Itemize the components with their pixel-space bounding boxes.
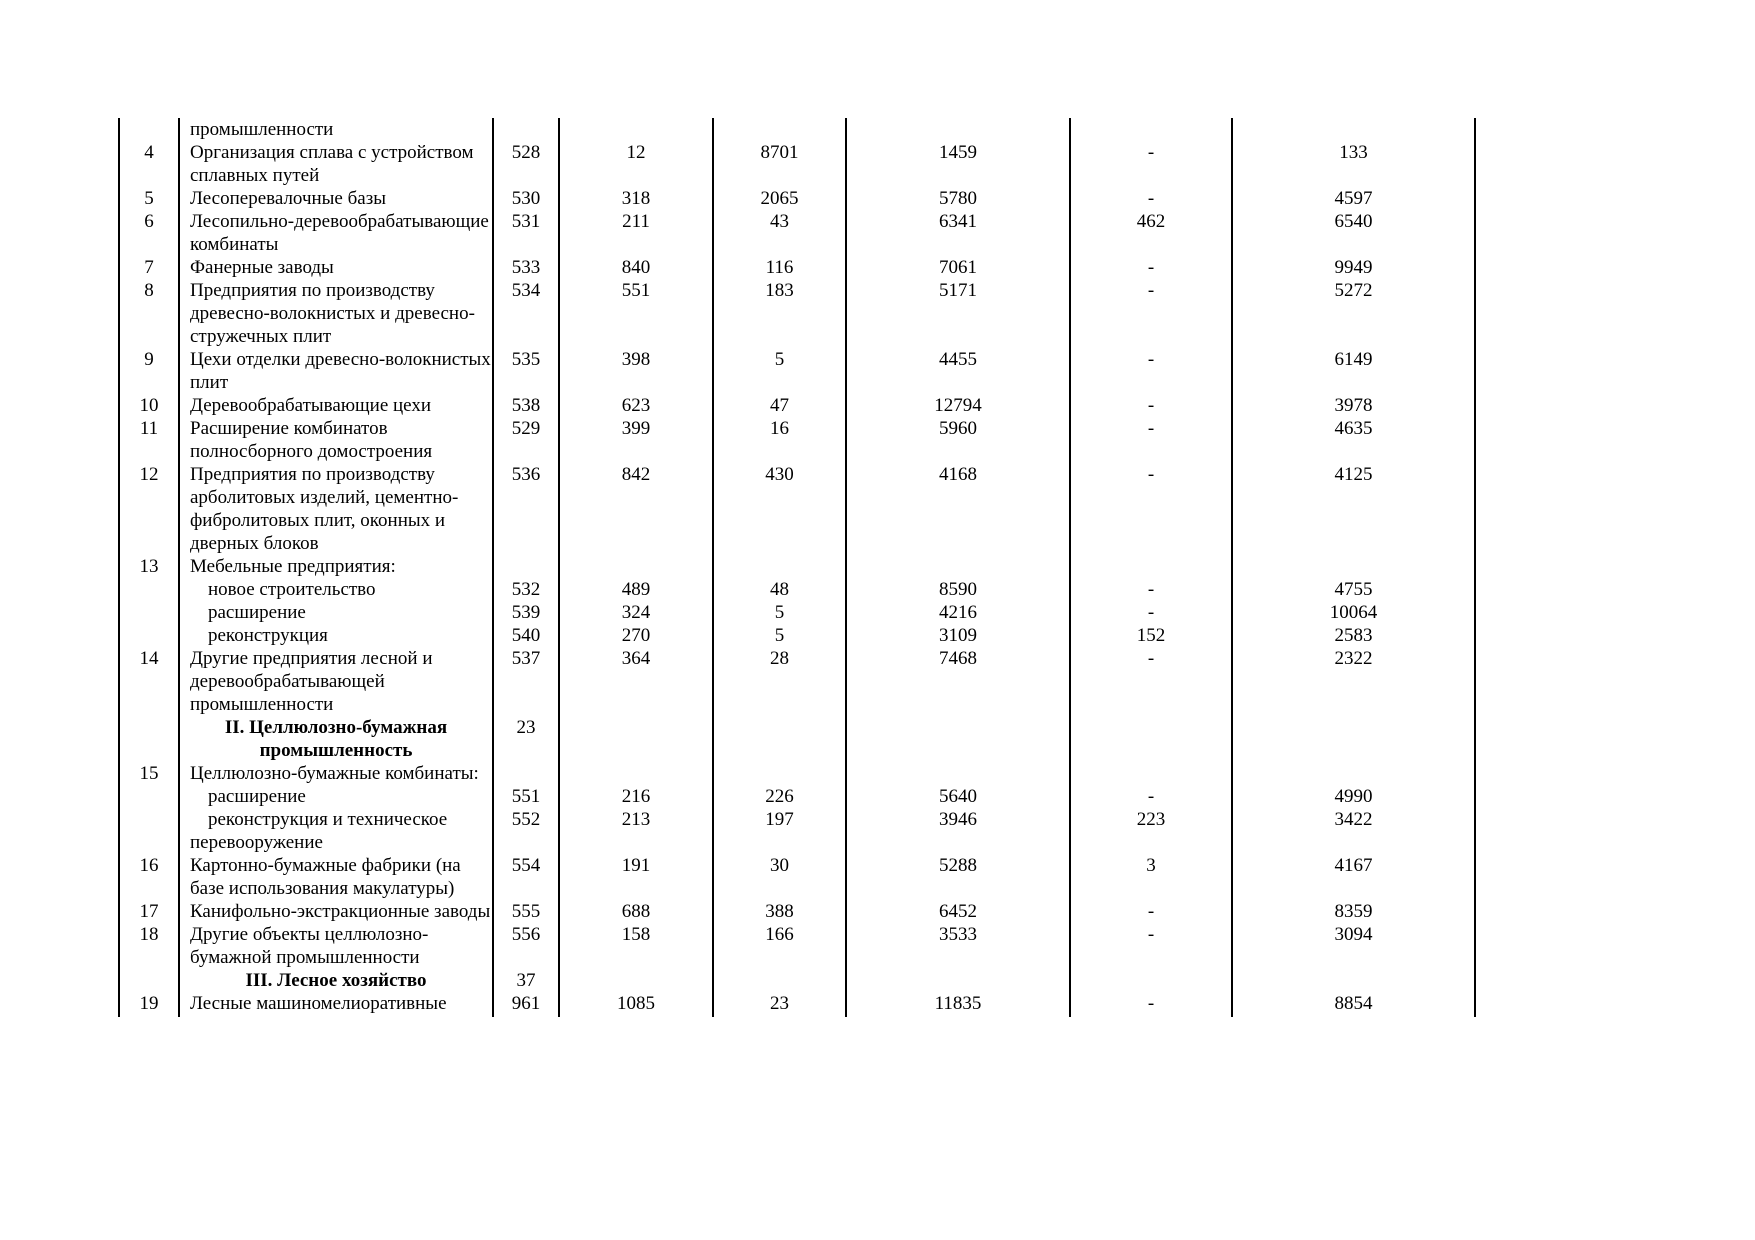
row-col-6: -	[1070, 785, 1232, 808]
row-col-3: 191	[559, 854, 713, 900]
row-code: 552	[493, 808, 559, 831]
table-row	[119, 118, 1475, 141]
row-col-3	[559, 969, 713, 992]
row-code: 538	[493, 394, 559, 417]
row-name: Лесоперевалочные базы	[179, 187, 493, 210]
row-code	[493, 831, 559, 854]
row-col-6	[1070, 118, 1232, 141]
row-col-5: 5171	[846, 279, 1070, 348]
row-col-4: 47	[713, 394, 846, 417]
row-col-5: 6341	[846, 210, 1070, 256]
row-col-5: 11835	[846, 992, 1070, 1017]
row-col-5	[846, 555, 1070, 578]
row-col-7: 8854	[1232, 992, 1475, 1017]
row-col-4: 43	[713, 210, 846, 256]
row-col-4	[713, 831, 846, 854]
row-col-5: 3533	[846, 923, 1070, 969]
row-col-6	[1070, 969, 1232, 992]
row-col-5	[846, 831, 1070, 854]
row-col-3	[559, 716, 713, 762]
row-number	[119, 831, 179, 854]
table-row	[119, 900, 1475, 923]
table-body	[119, 118, 1475, 1017]
row-number	[119, 785, 179, 808]
row-col-6: 3	[1070, 854, 1232, 900]
row-col-7: 4755	[1232, 578, 1475, 601]
row-col-5: 6452	[846, 900, 1070, 923]
row-col-5: 1459	[846, 141, 1070, 187]
row-col-5: 5288	[846, 854, 1070, 900]
row-col-4: 197	[713, 808, 846, 831]
table-row	[119, 417, 1475, 463]
table-row	[119, 923, 1475, 969]
row-name: Другие предприятия лесной и деревообрабатывающей промышленности	[179, 647, 493, 716]
table-row	[119, 279, 1475, 348]
row-name: перевооружение	[179, 831, 493, 854]
row-number: 15	[119, 762, 179, 785]
row-col-5	[846, 716, 1070, 762]
row-col-6	[1070, 716, 1232, 762]
row-name: расширение	[179, 785, 493, 808]
row-col-6: -	[1070, 141, 1232, 187]
table-row	[119, 256, 1475, 279]
data-table-page	[118, 118, 1474, 1017]
row-col-7: 4635	[1232, 417, 1475, 463]
table-row	[119, 785, 1475, 808]
row-col-7: 2322	[1232, 647, 1475, 716]
row-col-7: 10064	[1232, 601, 1475, 624]
row-col-6: -	[1070, 348, 1232, 394]
row-number	[119, 578, 179, 601]
row-code: 528	[493, 141, 559, 187]
row-col-4: 166	[713, 923, 846, 969]
row-name: реконструкция и техническое	[179, 808, 493, 831]
row-col-4: 5	[713, 348, 846, 394]
row-name: Расширение комбинатов полносборного домостроения	[179, 417, 493, 463]
row-col-5: 5640	[846, 785, 1070, 808]
table-row	[119, 601, 1475, 624]
table-row	[119, 762, 1475, 785]
row-col-7	[1232, 762, 1475, 785]
row-code: 539	[493, 601, 559, 624]
row-col-3	[559, 762, 713, 785]
row-name: Предприятия по производству арболитовых изделий, цементно-фибролитовых плит, оконных и дверных блоков	[179, 463, 493, 555]
row-col-6: 462	[1070, 210, 1232, 256]
row-col-7: 3094	[1232, 923, 1475, 969]
row-number: 5	[119, 187, 179, 210]
table-row	[119, 555, 1475, 578]
table-row	[119, 141, 1475, 187]
row-col-4: 5	[713, 601, 846, 624]
row-col-6: -	[1070, 578, 1232, 601]
row-col-6: -	[1070, 463, 1232, 555]
row-col-5	[846, 118, 1070, 141]
row-number	[119, 969, 179, 992]
row-col-6: -	[1070, 187, 1232, 210]
row-col-6	[1070, 762, 1232, 785]
row-code: 529	[493, 417, 559, 463]
row-col-7: 9949	[1232, 256, 1475, 279]
row-number: 4	[119, 141, 179, 187]
row-code: 535	[493, 348, 559, 394]
row-col-5: 4455	[846, 348, 1070, 394]
table-row	[119, 808, 1475, 831]
row-col-6: -	[1070, 256, 1232, 279]
row-number: 16	[119, 854, 179, 900]
row-name: Канифольно-экстракционные заводы	[179, 900, 493, 923]
row-col-3: 688	[559, 900, 713, 923]
row-number: 17	[119, 900, 179, 923]
row-col-4	[713, 555, 846, 578]
row-col-3: 12	[559, 141, 713, 187]
row-col-4: 5	[713, 624, 846, 647]
row-col-6: -	[1070, 394, 1232, 417]
row-col-4	[713, 716, 846, 762]
row-name: Предприятия по производству древесно-волокнистых и древесно-стружечных плит	[179, 279, 493, 348]
row-col-6: -	[1070, 923, 1232, 969]
row-col-4: 2065	[713, 187, 846, 210]
row-number: 9	[119, 348, 179, 394]
row-number	[119, 118, 179, 141]
row-col-7: 8359	[1232, 900, 1475, 923]
row-col-5	[846, 969, 1070, 992]
row-col-3: 158	[559, 923, 713, 969]
row-code: 531	[493, 210, 559, 256]
row-col-6	[1070, 831, 1232, 854]
row-col-3: 213	[559, 808, 713, 831]
row-number: 12	[119, 463, 179, 555]
row-code: 536	[493, 463, 559, 555]
row-col-3: 399	[559, 417, 713, 463]
data-table	[118, 118, 1476, 1017]
row-col-7	[1232, 969, 1475, 992]
row-col-4: 30	[713, 854, 846, 900]
row-col-7: 6149	[1232, 348, 1475, 394]
row-number: 13	[119, 555, 179, 578]
table-row	[119, 463, 1475, 555]
row-code: 533	[493, 256, 559, 279]
row-col-3	[559, 831, 713, 854]
table-row	[119, 624, 1475, 647]
row-col-3: 270	[559, 624, 713, 647]
row-col-5: 8590	[846, 578, 1070, 601]
row-col-3	[559, 118, 713, 141]
row-col-4: 226	[713, 785, 846, 808]
row-code: 530	[493, 187, 559, 210]
row-col-7	[1232, 555, 1475, 578]
row-col-3: 324	[559, 601, 713, 624]
row-col-3: 489	[559, 578, 713, 601]
row-col-3: 211	[559, 210, 713, 256]
row-col-7: 4125	[1232, 463, 1475, 555]
row-col-5	[846, 762, 1070, 785]
row-col-5: 4168	[846, 463, 1070, 555]
row-name: расширение	[179, 601, 493, 624]
row-name: промышленности	[179, 118, 493, 141]
row-code: 556	[493, 923, 559, 969]
row-col-4: 116	[713, 256, 846, 279]
row-name: реконструкция	[179, 624, 493, 647]
row-col-4: 183	[713, 279, 846, 348]
row-name: Фанерные заводы	[179, 256, 493, 279]
row-col-3: 364	[559, 647, 713, 716]
row-col-6: -	[1070, 417, 1232, 463]
row-col-4	[713, 969, 846, 992]
row-col-6: 223	[1070, 808, 1232, 831]
row-number: 7	[119, 256, 179, 279]
table-row	[119, 992, 1475, 1017]
row-code: 23	[493, 716, 559, 762]
row-col-6: 152	[1070, 624, 1232, 647]
row-name: новое строительство	[179, 578, 493, 601]
row-col-6: -	[1070, 279, 1232, 348]
table-row	[119, 210, 1475, 256]
table-row	[119, 578, 1475, 601]
row-code	[493, 555, 559, 578]
row-col-3: 842	[559, 463, 713, 555]
table-row	[119, 647, 1475, 716]
section-header-row	[119, 969, 1475, 992]
row-number	[119, 624, 179, 647]
row-name: Деревообрабатывающие цехи	[179, 394, 493, 417]
row-code: 532	[493, 578, 559, 601]
row-col-4: 28	[713, 647, 846, 716]
row-col-3: 840	[559, 256, 713, 279]
row-col-3	[559, 555, 713, 578]
table-row	[119, 187, 1475, 210]
row-code: 534	[493, 279, 559, 348]
row-number	[119, 716, 179, 762]
row-code	[493, 118, 559, 141]
row-number: 10	[119, 394, 179, 417]
row-col-6: -	[1070, 900, 1232, 923]
row-col-6: -	[1070, 601, 1232, 624]
row-number: 8	[119, 279, 179, 348]
row-code: 540	[493, 624, 559, 647]
table-row	[119, 831, 1475, 854]
row-col-5: 12794	[846, 394, 1070, 417]
row-col-3: 623	[559, 394, 713, 417]
row-col-7: 2583	[1232, 624, 1475, 647]
row-col-7	[1232, 831, 1475, 854]
row-col-5: 7061	[846, 256, 1070, 279]
row-col-7: 5272	[1232, 279, 1475, 348]
row-number	[119, 808, 179, 831]
row-col-4	[713, 762, 846, 785]
row-col-5: 5960	[846, 417, 1070, 463]
row-code: 37	[493, 969, 559, 992]
row-number: 6	[119, 210, 179, 256]
row-col-7: 4990	[1232, 785, 1475, 808]
row-code: 555	[493, 900, 559, 923]
row-col-4: 16	[713, 417, 846, 463]
row-col-3: 318	[559, 187, 713, 210]
row-col-3: 551	[559, 279, 713, 348]
row-name: Мебельные предприятия:	[179, 555, 493, 578]
section-header-row	[119, 716, 1475, 762]
row-code	[493, 762, 559, 785]
row-col-5: 7468	[846, 647, 1070, 716]
row-col-4: 388	[713, 900, 846, 923]
row-number: 14	[119, 647, 179, 716]
row-col-3: 216	[559, 785, 713, 808]
table-row	[119, 348, 1475, 394]
row-col-5: 5780	[846, 187, 1070, 210]
row-col-3: 398	[559, 348, 713, 394]
row-name: Картонно-бумажные фабрики (на базе использования макулатуры)	[179, 854, 493, 900]
row-name: Цехи отделки древесно-волокнистых плит	[179, 348, 493, 394]
row-code: 961	[493, 992, 559, 1017]
row-col-3: 1085	[559, 992, 713, 1017]
section-heading: II. Целлюлозно-бумажная промышленность	[179, 716, 493, 762]
row-col-4: 8701	[713, 141, 846, 187]
row-name: Лесопильно-деревообрабатывающие комбинаты	[179, 210, 493, 256]
row-code: 537	[493, 647, 559, 716]
table-row	[119, 854, 1475, 900]
row-col-7: 3978	[1232, 394, 1475, 417]
row-name: Организация сплава с устройством сплавных путей	[179, 141, 493, 187]
row-col-7	[1232, 716, 1475, 762]
row-code: 551	[493, 785, 559, 808]
row-name: Целлюлозно-бумажные комбинаты:	[179, 762, 493, 785]
row-col-5: 4216	[846, 601, 1070, 624]
row-number: 11	[119, 417, 179, 463]
row-col-7: 133	[1232, 141, 1475, 187]
row-col-6	[1070, 555, 1232, 578]
row-col-4: 48	[713, 578, 846, 601]
row-col-6: -	[1070, 992, 1232, 1017]
row-name: Лесные машиномелиоративные	[179, 992, 493, 1017]
row-number: 19	[119, 992, 179, 1017]
section-heading: III. Лесное хозяйство	[179, 969, 493, 992]
row-code: 554	[493, 854, 559, 900]
row-col-5: 3109	[846, 624, 1070, 647]
row-number: 18	[119, 923, 179, 969]
row-col-7: 4167	[1232, 854, 1475, 900]
row-col-4: 23	[713, 992, 846, 1017]
row-col-4	[713, 118, 846, 141]
row-col-4: 430	[713, 463, 846, 555]
row-number	[119, 601, 179, 624]
row-col-7	[1232, 118, 1475, 141]
table-row	[119, 394, 1475, 417]
row-col-7: 4597	[1232, 187, 1475, 210]
row-col-7: 6540	[1232, 210, 1475, 256]
row-col-5: 3946	[846, 808, 1070, 831]
row-col-7: 3422	[1232, 808, 1475, 831]
row-name: Другие объекты целлюлозно-бумажной промышленности	[179, 923, 493, 969]
row-col-6: -	[1070, 647, 1232, 716]
